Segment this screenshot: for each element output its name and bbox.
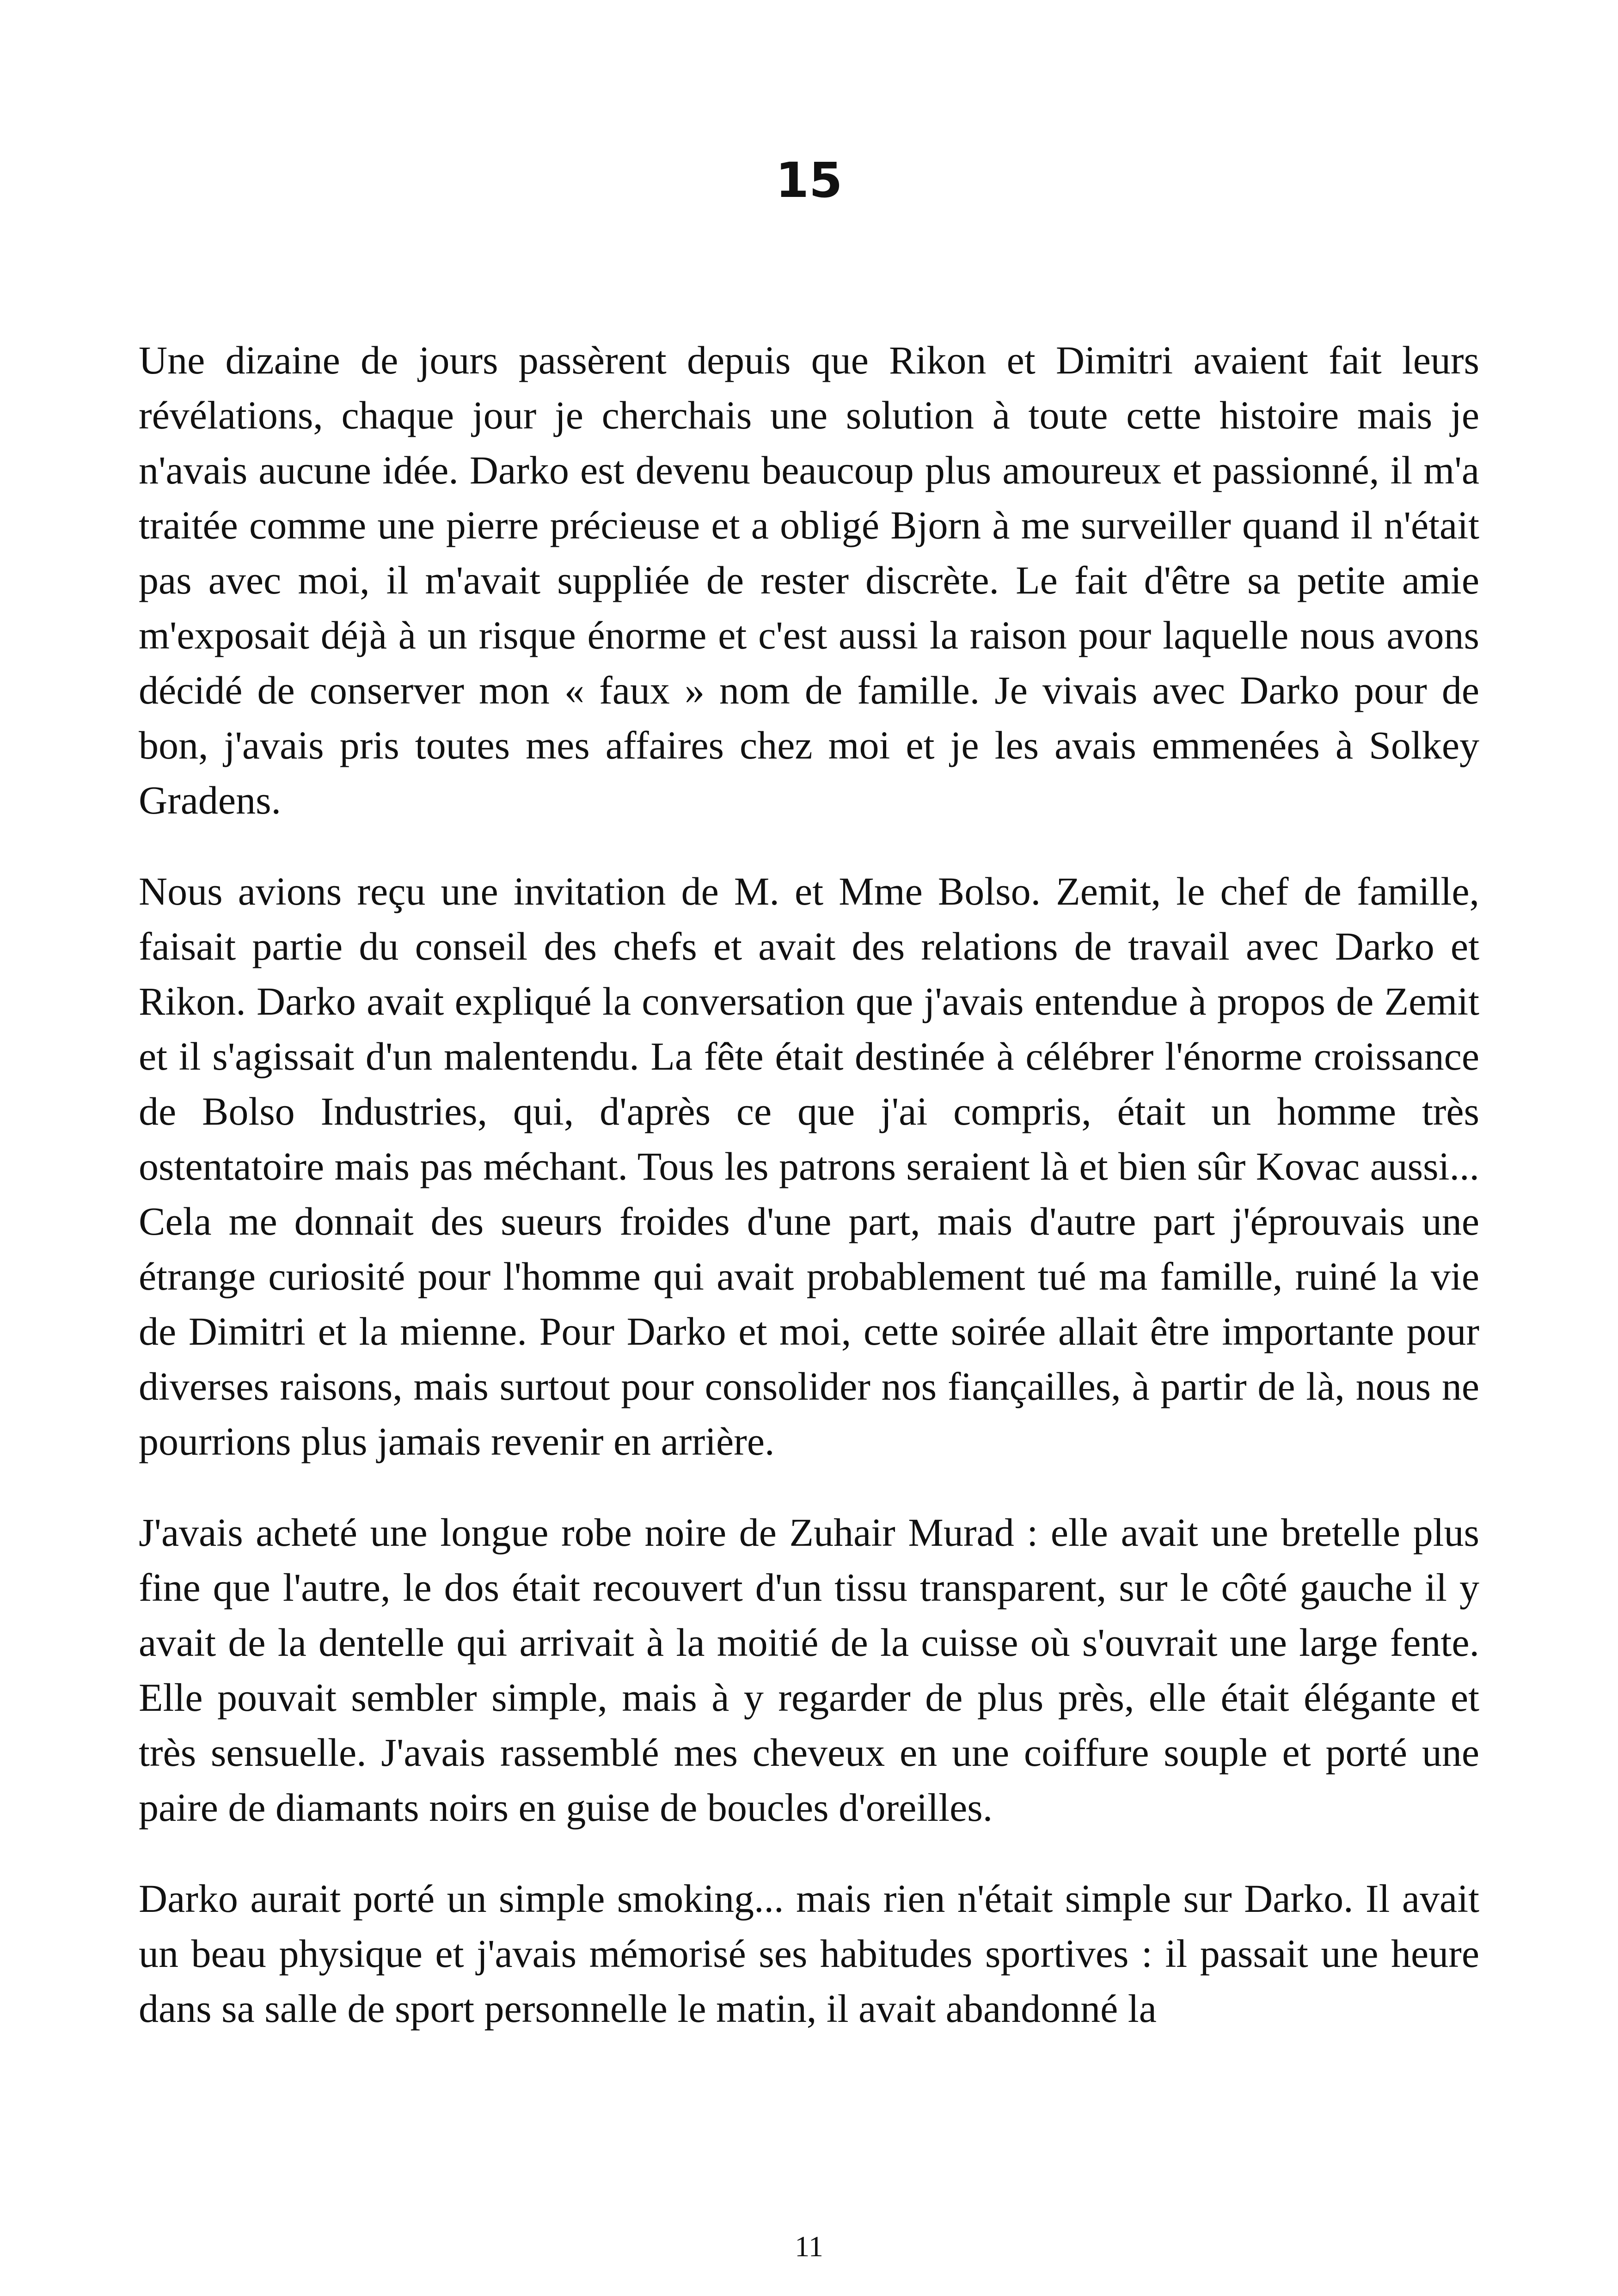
paragraph: Nous avions reçu une invitation de M. et Mme Bolso. Zemit, le chef de famille, faisait partie du conseil des chefs et avait des relations de travail avec Darko et Rikon. Darko avait expliqué la conversation que j'avais entendue à propos de Zemit et il s'agissait d'un malentendu. La fête était destinée à célébrer l'énorme croissance de Bolso Industries, qui, d'après ce que j'ai compris, était un homme très ostentatoire mais pas méchant. Tous les patrons seraient là et bien sûr Kovac aussi... Cela me donnait des sueurs froides d'une part, mais d'autre part j'éprouvais une étrange curiosité pour l'homme qui avait probablement tué ma famille, ruiné la vie de Dimitri et la mienne. Pour Darko et moi, cette soirée allait être importante pour diverses raisons, mais surtout pour consolider nos fiançailles, à partir de là, nous ne pourrions plus jamais revenir en arrière. [139, 869, 1479, 1463]
chapter-body [139, 333, 1479, 2072]
chapter-number: 15 [775, 152, 843, 208]
paragraph: Une dizaine de jours passèrent depuis que Rikon et Dimitri avaient fait leurs révélations, chaque jour je cherchais une solution à toute cette histoire mais je n'avais aucune idée. Darko est devenu beaucoup plus amoureux et passionné, il m'a traitée comme une pierre précieuse et a obligé Bjorn à me surveiller quand il n'était pas avec moi, il m'avait suppliée de rester discrète. Le fait d'être sa petite amie m'exposait déjà à un risque énorme et c'est aussi la raison pour laquelle nous avons décidé de conserver mon « faux » nom de famille. Je vivais avec Darko pour de bon, j'avais pris toutes mes affaires chez moi et je les avais emmenées à Solkey Gradens. [139, 338, 1479, 822]
page-number: 11 [795, 2230, 823, 2263]
paragraph: J'avais acheté une longue robe noire de Zuhair Murad : elle avait une bretelle plus fine que l'autre, le dos était recouvert d'un tissu transparent, sur le côté gauche il y avait de la dentelle qui arrivait à la moitié de la cuisse où s'ouvrait une large fente. Elle pouvait sembler simple, mais à y regarder de plus près, elle était élégante et très sensuelle. J'avais rassemblé mes cheveux en une coiffure souple et porté une paire de diamants noirs en guise de boucles d'oreilles. [139, 1510, 1479, 1830]
paragraph: Darko aurait porté un simple smoking... mais rien n'était simple sur Darko. Il avait un beau physique et j'avais mémorisé ses habitudes sportives : il passait une heure dans sa salle de sport personnelle le matin, il avait abandonné la [139, 1876, 1479, 2031]
